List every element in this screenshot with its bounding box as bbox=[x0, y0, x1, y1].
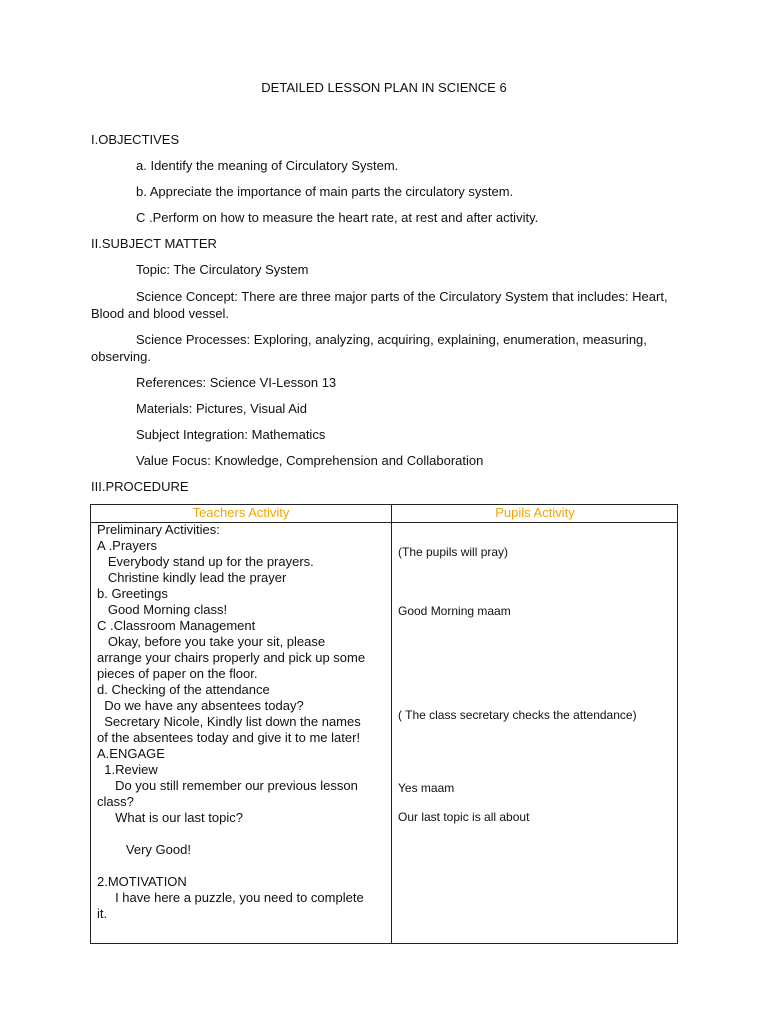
teacher-line: Very Good! bbox=[97, 842, 191, 857]
teacher-line: A.ENGAGE bbox=[97, 746, 165, 761]
teacher-line: Preliminary Activities: bbox=[97, 522, 220, 537]
pupil-response: Good Morning maam bbox=[398, 604, 511, 618]
teacher-line: Everybody stand up for the prayers. bbox=[97, 554, 314, 569]
teacher-line: d. Checking of the attendance bbox=[97, 682, 270, 697]
references-line: References: Science VI-Lesson 13 bbox=[136, 375, 337, 390]
teacher-line: Christine kindly lead the prayer bbox=[97, 570, 287, 585]
pupil-response: ( The class secretary checks the attendance) bbox=[398, 708, 637, 722]
pupils-activity-header: Pupils Activity bbox=[495, 505, 575, 520]
procedure-heading: III.PROCEDURE bbox=[91, 479, 189, 494]
teacher-line: arrange your chairs properly and pick up some bbox=[97, 650, 366, 665]
science-concept-paragraph: Science Concept: There are three major parts of the Circulatory System that includes: Heart, Blood and blood vessel. bbox=[91, 289, 668, 321]
pupil-response: (The pupils will pray) bbox=[398, 545, 509, 559]
teacher-line: Good Morning class! bbox=[97, 602, 228, 617]
pupil-response: Yes maam bbox=[398, 781, 455, 795]
teacher-line: Do you still remember our previous lesson bbox=[97, 778, 358, 793]
teacher-line: What is our last topic? bbox=[97, 810, 243, 825]
table-header-row bbox=[91, 505, 677, 523]
topic-line: Topic: The Circulatory System bbox=[136, 262, 309, 277]
subject-integration-line: Subject Integration: Mathematics bbox=[136, 427, 326, 442]
procedure-table bbox=[90, 504, 678, 944]
teacher-line: Do we have any absentees today? bbox=[97, 698, 304, 713]
teacher-line bbox=[97, 826, 387, 842]
teacher-line: pieces of paper on the floor. bbox=[97, 666, 258, 681]
document-title: DETAILED LESSON PLAN IN SCIENCE 6 bbox=[261, 80, 507, 95]
objectives-heading: I.OBJECTIVES bbox=[91, 132, 180, 147]
objective-item: a. Identify the meaning of Circulatory System. bbox=[136, 158, 399, 173]
materials-line: Materials: Pictures, Visual Aid bbox=[136, 401, 307, 416]
value-focus-line: Value Focus: Knowledge, Comprehension and Collaboration bbox=[136, 453, 484, 468]
teachers-activity-header: Teachers Activity bbox=[192, 505, 290, 520]
subject-matter-heading: II.SUBJECT MATTER bbox=[91, 236, 217, 251]
pupil-response: Our last topic is all about bbox=[398, 810, 530, 824]
teacher-line: I have here a puzzle, you need to complete bbox=[97, 890, 364, 905]
teacher-line: b. Greetings bbox=[97, 586, 168, 601]
teacher-line: Okay, before you take your sit, please bbox=[97, 634, 326, 649]
teacher-line: of the absentees today and give it to me later! bbox=[97, 730, 361, 745]
teacher-line: 1.Review bbox=[97, 762, 158, 777]
teacher-line bbox=[97, 858, 387, 874]
objective-item: C .Perform on how to measure the heart rate, at rest and after activity. bbox=[136, 210, 539, 225]
teacher-line: Secretary Nicole, Kindly list down the names bbox=[97, 714, 361, 729]
teacher-line: it. bbox=[97, 906, 108, 921]
column-divider bbox=[391, 505, 392, 943]
objective-item: b. Appreciate the importance of main parts the circulatory system. bbox=[136, 184, 514, 199]
teacher-line: 2.MOTIVATION bbox=[97, 874, 187, 889]
teacher-line: C .Classroom Management bbox=[97, 618, 256, 633]
teacher-line: class? bbox=[97, 794, 134, 809]
teachers-activity-column bbox=[97, 522, 387, 922]
teacher-line: A .Prayers bbox=[97, 538, 157, 553]
science-processes-paragraph: Science Processes: Exploring, analyzing, acquiring, explaining, enumeration, measuring, observing. bbox=[91, 332, 647, 364]
